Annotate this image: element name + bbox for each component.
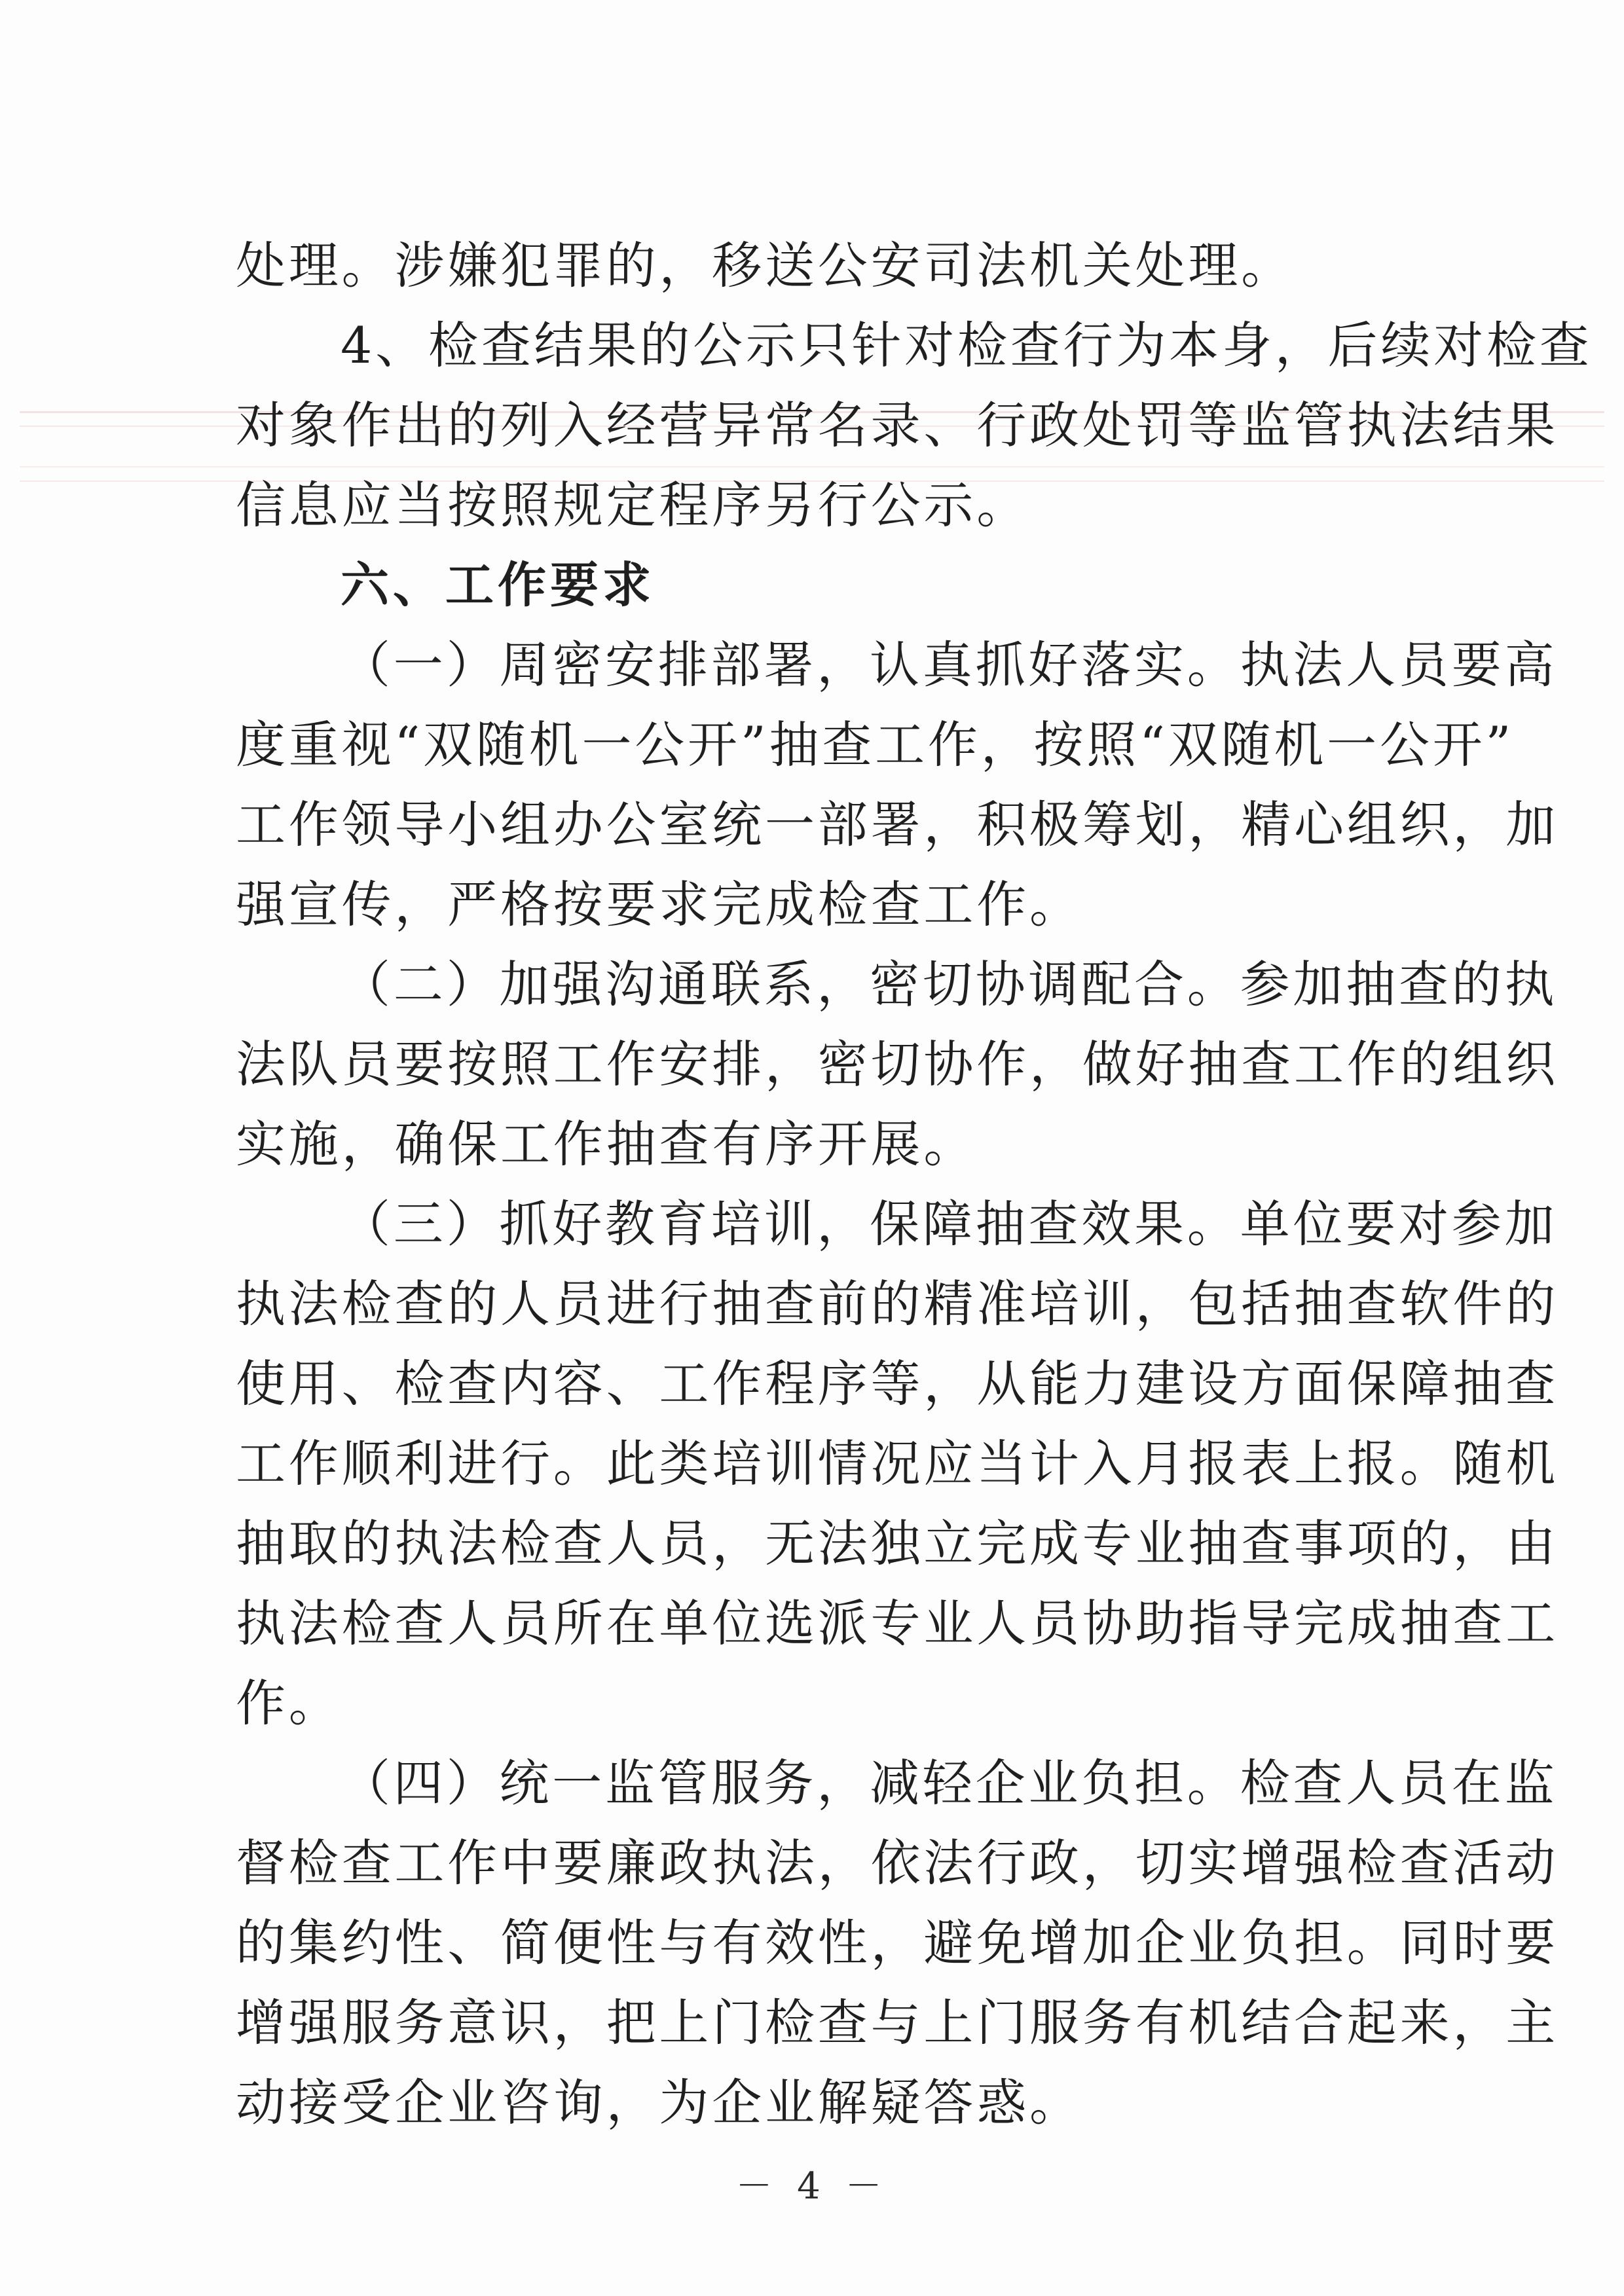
text-line: 的集约性、简便性与有效性，避免增加企业负担。同时要 xyxy=(236,1914,1559,1972)
text-line: 强宣传，严格按要求完成检查工作。 xyxy=(236,875,1082,934)
text-line: 作。 xyxy=(236,1674,342,1732)
text-line: （四）统一监管服务，减轻企业负担。检查人员在监 xyxy=(341,1754,1558,1812)
text-line: 增强服务意识，把上门检查与上门服务有机结合起来，主 xyxy=(236,1994,1559,2052)
text-line: 工作顺利进行。此类培训情况应当计入月报表上报。随机 xyxy=(236,1434,1559,1493)
text-line: 执法检查的人员进行抽查前的精准培训，包括抽查软件的 xyxy=(236,1275,1559,1333)
text-line: 动接受企业咨询，为企业解疑答惑。 xyxy=(236,2073,1082,2132)
text-line: 4、检查结果的公示只针对检查行为本身，后续对检查 xyxy=(341,316,1593,374)
section-heading: 六、工作要求 xyxy=(341,557,655,613)
text-line: 对象作出的列入经营异常名录、行政处罚等监管执法结果 xyxy=(236,396,1559,454)
text-line: 实施，确保工作抽查有序开展。 xyxy=(236,1115,977,1173)
text-line: （一）周密安排部署，认真抓好落实。执法人员要高 xyxy=(341,636,1558,694)
page-number: － 4 － xyxy=(735,2165,889,2208)
text-line: 使用、检查内容、工作程序等，从能力建设方面保障抽查 xyxy=(236,1355,1559,1413)
text-line: 抽取的执法检查人员，无法独立完成专业抽查事项的，由 xyxy=(236,1514,1559,1573)
text-line: 信息应当按照规定程序另行公示。 xyxy=(236,476,1029,534)
text-line: 度重视“双随机一公开”抽查工作，按照“双随机一公开” xyxy=(236,716,1515,774)
text-line: 处理。涉嫌犯罪的，移送公安司法机关处理。 xyxy=(236,236,1294,295)
text-line: 法队员要按照工作安排，密切协作，做好抽查工作的组织 xyxy=(236,1035,1559,1093)
text-line: 督检查工作中要廉政执法，依法行政，切实增强检查活动 xyxy=(236,1834,1559,1892)
text-line: 执法检查人员所在单位选派专业人员协助指导完成抽查工 xyxy=(236,1594,1559,1652)
text-line: 工作领导小组办公室统一部署，积极筹划，精心组织，加 xyxy=(236,795,1559,854)
text-line: （二）加强沟通联系，密切协调配合。参加抽查的执 xyxy=(341,955,1558,1013)
text-line: （三）抓好教育培训，保障抽查效果。单位要对参加 xyxy=(341,1195,1558,1253)
document-body xyxy=(236,226,1593,2143)
